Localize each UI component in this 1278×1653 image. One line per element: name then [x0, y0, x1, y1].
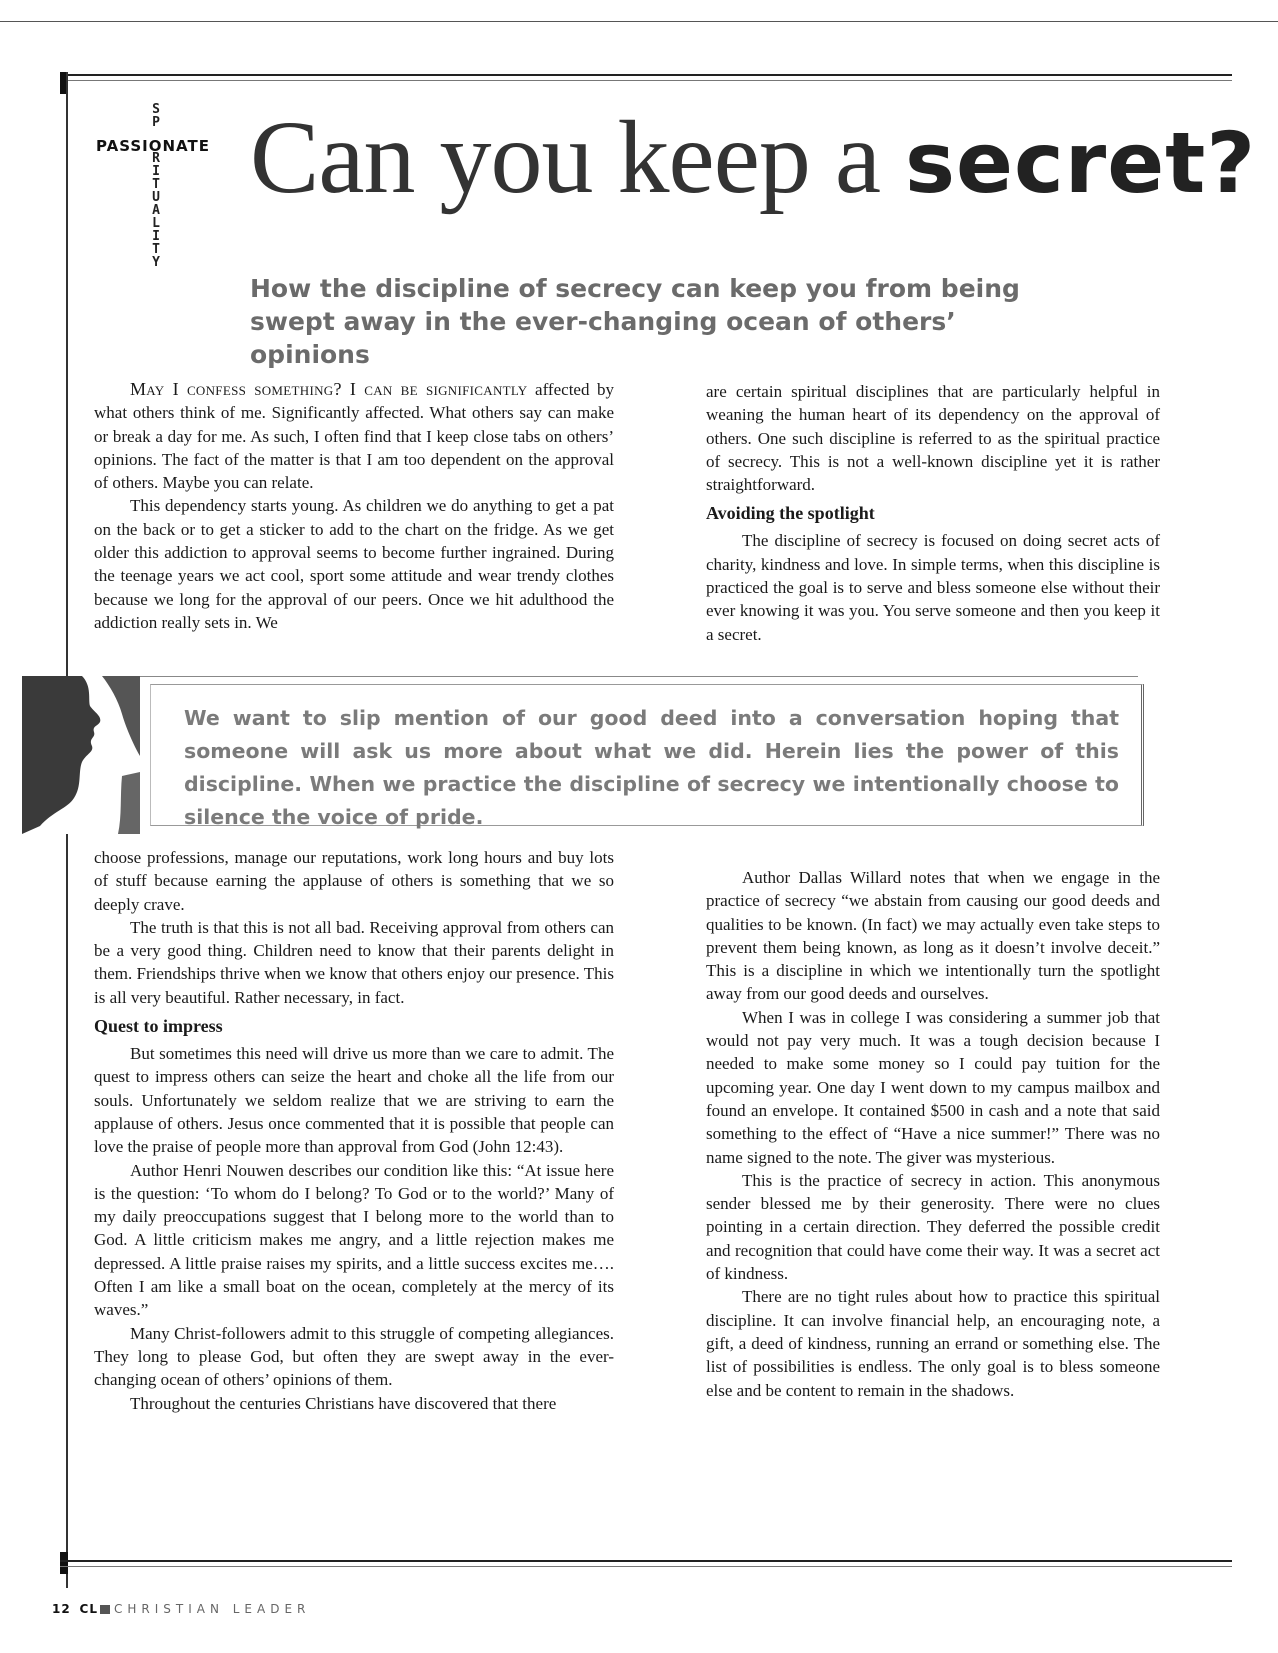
headline-light: Can you keep a: [250, 100, 906, 215]
header-rule-thin: [60, 80, 1232, 81]
kicker-letter: T: [152, 177, 160, 192]
paragraph: [94, 378, 614, 494]
column-left-bottom: [94, 846, 614, 1415]
page-number: 12: [52, 1602, 71, 1616]
left-margin-rule: [66, 72, 68, 692]
column-right-bottom: [706, 866, 1160, 1402]
paragraph: The discipline of secrecy is focused on doing secret acts of charity, kindness and love. In simple terms, when this discipline is practiced the goal is to serve and bless someone else without their ever knowing it was you. You serve someone and then you keep it a secret.: [706, 531, 1160, 644]
kicker-letter: P: [152, 115, 160, 130]
paragraph: This dependency starts young. As children we do anything to get a pat on the back or to get a sticker to add to the chart on the fridge. As we get older this addiction to approval seems to become further ingrained. During the teenage years we act cool, sport some attitude and wear trendy clothes because we long for the approval of our peers. Once we hit adulthood the addiction really sets in. We: [94, 496, 614, 632]
paragraph-text: affected by what others think of me. Significantly affected. What others say can make or break a day for me. As such, I often find that I keep close tabs on others’ opinions. The fact of the matter is that I am too dependent on the approval of others. Maybe you can relate.: [94, 380, 614, 493]
footer-rule-thin: [60, 1566, 1232, 1567]
left-margin-rule-lower: [66, 830, 68, 1588]
silhouette-face-image: [22, 676, 140, 834]
header-rule: [60, 74, 1232, 76]
lead-in: May I confess something? I can be significantly: [130, 379, 528, 399]
section-heading: Quest to impress: [94, 1016, 223, 1037]
paragraph: The truth is that this is not all bad. Receiving approval from others can be a very good thing. Children need to know that their parents delight in them. Friendships thrive when we know that others enjoy our presence. This is all very beautiful. Rather necessary, in fact.: [94, 917, 614, 1007]
kicker-letter: R: [152, 151, 160, 166]
paragraph: There are no tight rules about how to practice this spiritual discipline. It can involve financial help, an encouraging note, a gift, a deed of kindness, running an errand or something else. The list of possibilities is endless. The only goal is to bless someone else and be content to remain in the shadows.: [706, 1287, 1160, 1400]
paragraph: Many Christ-followers admit to this struggle of competing allegiances. They long to please God, but often they are swept away in the ever-changing ocean of others’ opinions of them.: [94, 1323, 614, 1390]
pull-quote-rule: [140, 676, 1138, 677]
paragraph: Author Henri Nouwen describes our condition like this: “At issue here is the question: ‘To whom do I belong? To God or to the world?’ Many of my daily preoccupations suggest that I belong more to the world than to God. A little criticism makes me angry, and a little rejection makes me depressed. A little praise raises my spirits, and a little success excites me…. Often I am like a small boat on the ocean, completely at the mercy of its waves.”: [94, 1160, 614, 1320]
paragraph: When I was in college I was considering a summer job that would not pay very much. It was a tough decision because I needed to make some money so I could pay tuition for the upcoming year. One day I went down to my campus mailbox and found an envelope. It contained $500 in cash and a note that said something to the effect of “Have a nice summer!” There was no name signed to the note. The giver was mysterious.: [706, 1007, 1160, 1167]
headline-bold: secret?: [905, 114, 1257, 212]
kicker-letter: L: [152, 216, 160, 231]
article-headline: [250, 100, 1257, 215]
section-heading: Avoiding the spotlight: [706, 503, 875, 524]
kicker-letter: Y: [152, 255, 160, 270]
kicker-letter: U: [152, 190, 160, 205]
kicker-letter: A: [152, 203, 160, 218]
page-footer: [52, 1602, 310, 1616]
kicker-letter: T: [152, 242, 160, 257]
paragraph: are certain spiritual disciplines that are particularly helpful in weaning the human heart of its dependency on the approval of others. One such discipline is referred to as the spiritual practice of secrecy. This is not a well-known discipline yet it is rather straightforward.: [706, 382, 1160, 495]
kicker-letter: I: [152, 164, 160, 179]
pull-quote: We want to slip mention of our good deed into a conversation hoping that someone will ask us more about what we did. Herein lies the power of this discipline. When we practice the discipline of secrecy we intentionally choose to silence the voice of pride.: [184, 706, 1119, 829]
section-kicker: PASSIONATE: [96, 137, 210, 155]
footer-rule-block: [60, 1552, 68, 1574]
publication-abbrev: CL: [79, 1602, 98, 1616]
column-left-top: [94, 378, 614, 634]
paragraph: Throughout the centuries Christians have discovered that there: [130, 1393, 557, 1413]
top-rule: [0, 21, 1278, 22]
paragraph: But sometimes this need will drive us more than we care to admit. The quest to impress others can seize the heart and choke all the life from our souls. Unfortunately we seldom realize that we are striving to earn the applause of others. Jesus once commented that it is possible that people can love the praise of people more than approval from God (John 12:43).: [94, 1044, 614, 1157]
paragraph: Author Dallas Willard notes that when we engage in the practice of secrecy “we abstain from causing our good deeds and qualities to be known. (In fact) we may actually even take steps to prevent them being known, as long as it doesn’t involve deceit.” This is a discipline in which we intentionally turn the spotlight away from our good deeds and ourselves.: [706, 868, 1160, 1004]
column-right-top: [706, 380, 1160, 646]
footer-square-icon: [100, 1605, 110, 1614]
kicker-letter: S: [152, 102, 160, 117]
paragraph: choose professions, manage our reputations, work long hours and buy lots of stuff because earning the applause of others is something that we so deeply crave.: [94, 848, 614, 914]
publication-name: CHRISTIAN LEADER: [113, 1602, 311, 1616]
footer-rule: [60, 1560, 1232, 1562]
paragraph: This is the practice of secrecy in action. This anonymous sender blessed me by their generosity. There were no clues pointing in a certain direction. They deferred the possible credit and recognition that could have come their way. It was a secret act of kindness.: [706, 1170, 1160, 1284]
article-subhead: How the discipline of secrecy can keep you from being swept away in the ever-changing ocean of others’ opinions: [250, 274, 1020, 369]
kicker-letter: I: [152, 229, 160, 244]
